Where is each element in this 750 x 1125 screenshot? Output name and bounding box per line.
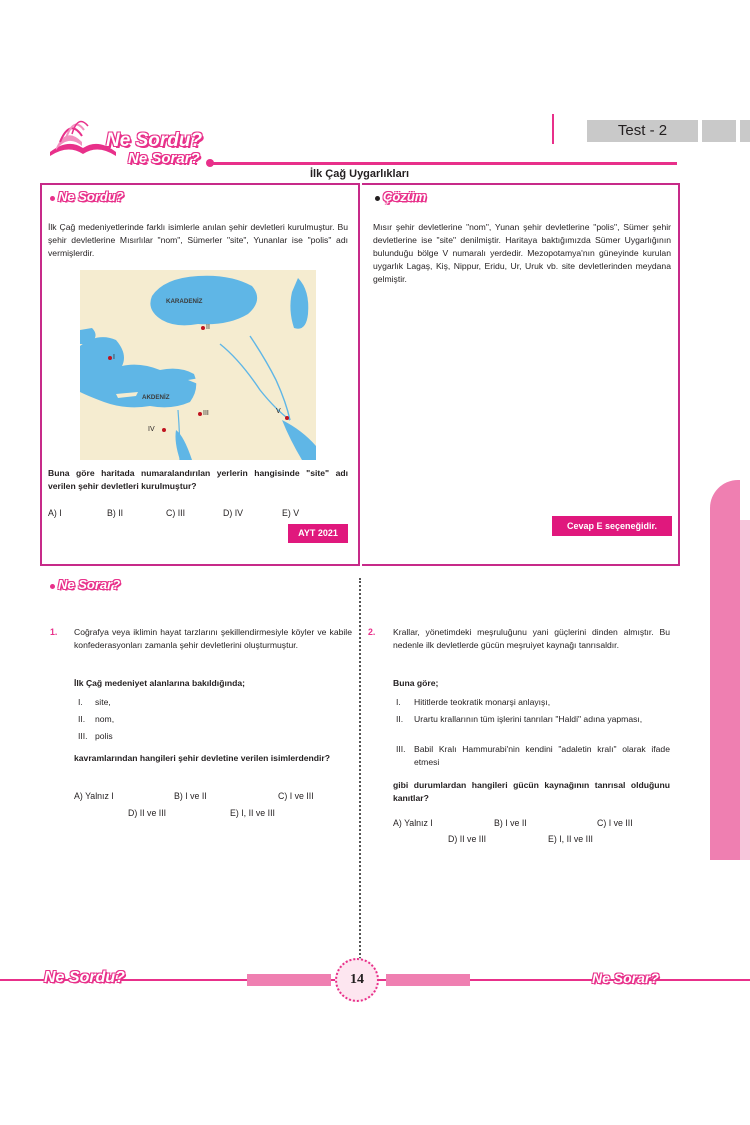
footer-logo-ne-sordu: Ne Sordu?: [44, 969, 125, 986]
section-title: İlk Çağ Uygarlıkları: [310, 168, 410, 180]
q1-option-e: E) I, II ve III: [230, 808, 275, 818]
q1-option-a: A) Yalnız I: [74, 791, 114, 801]
q2-option-d: D) II ve III: [448, 834, 487, 844]
cozum-label: Çözüm: [383, 189, 427, 204]
q2-option-c: C) I ve III: [597, 818, 633, 828]
ne-sorar-label: Ne Sorar?: [58, 577, 121, 592]
q1-option-c: C) I ve III: [278, 791, 314, 801]
question-2-prompt: gibi durumlardan hangileri gücün kaynağının tanrısal olduğunu kanıtlar?: [393, 780, 670, 803]
header-gray-block: [702, 120, 736, 142]
header-vertical-bar: [552, 114, 554, 144]
option-b: B) II: [107, 508, 124, 518]
column-divider: [359, 578, 361, 963]
ne-sordu-question: Buna göre haritada numaralandırılan yerlerin hangisinde "site" adı verilen şehir devletleri kurulmuştur?: [48, 468, 348, 491]
q2-item-2-num: II.: [396, 714, 404, 724]
option-d: D) IV: [223, 508, 244, 518]
test-label: Test - 2: [587, 120, 698, 142]
map-marker-ii: II: [206, 324, 210, 331]
q2-item-3-num: III.: [396, 744, 406, 754]
map-marker-i: I: [113, 354, 115, 361]
ne-sordu-bullet-icon: [50, 196, 55, 201]
answer-tag: Cevap E seçeneğidir.: [552, 516, 672, 536]
header-divider: [212, 162, 677, 165]
question-1-lead: İlk Çağ medeniyet alanlarına bakıldığında;: [74, 678, 245, 688]
footer-logo-ne-sorar: Ne Sorar?: [592, 970, 659, 986]
ancient-near-east-map: [80, 270, 316, 460]
side-tab: [710, 480, 740, 860]
q1-item-3-num: III.: [78, 731, 88, 741]
q2-option-a: A) Yalnız I: [393, 818, 433, 828]
question-1-stem: Coğrafya veya iklimin hayat tarzlarını şekillendirmesiyle köyler ve kabile konfederasyonları zamanla şehir devletlerini oluşturmuştur.: [74, 627, 352, 650]
question-2-number: 2.: [368, 627, 376, 637]
question-1-number: 1.: [50, 627, 58, 637]
option-a: A) I: [48, 508, 62, 518]
q2-option-b: B) I ve II: [494, 818, 527, 828]
map-marker-iv: IV: [148, 426, 155, 433]
map-label-akdeniz: AKDENİZ: [142, 394, 170, 401]
option-c: C) III: [166, 508, 186, 518]
cozum-bullet-icon: [375, 196, 380, 201]
q2-item-3-text: Babil Kralı Hammurabi'nin kendini "adaletin kralı" olarak ifade etmesi: [414, 744, 670, 767]
ne-sordu-label: Ne Sordu?: [58, 189, 124, 204]
q1-item-3-text: polis: [95, 731, 113, 741]
q2-item-1-text: Hititlerde teokratik monarşi anlayışı,: [414, 697, 551, 707]
page-number: 14: [335, 958, 379, 1002]
map-marker-v: V: [276, 408, 281, 415]
q1-item-1-text: site,: [95, 697, 111, 707]
question-1-prompt: kavramlarından hangileri şehir devletine verilen isimlerdendir?: [74, 753, 330, 763]
footer-bar-left: [247, 974, 331, 986]
website-text: www.dizgikitap.com: [687, 588, 703, 748]
q2-item-2-text: Urartu krallarının tüm işlerini tanrıları "Haldi" adına yapması,: [414, 714, 643, 724]
question-2-stem: Krallar, yönetimdeki meşruluğunu yani güçlerini dinden almıştır. Bu nedenle ilk devletlerde gücün meşruiyet kaynağı tanrısaldır.: [393, 627, 670, 650]
header-gray-block: [740, 120, 750, 142]
ne-sorar-bullet-icon: [50, 584, 55, 589]
logo-title-ne-sorar: Ne Sorar?: [128, 150, 200, 167]
q1-item-2-num: II.: [78, 714, 86, 724]
q1-option-d: D) II ve III: [128, 808, 167, 818]
question-2-lead: Buna göre;: [393, 678, 439, 688]
q1-item-2-text: nom,: [95, 714, 115, 724]
map-marker-iii: III: [203, 410, 209, 417]
source-tag: AYT 2021: [288, 524, 348, 543]
cozum-text: Mısır şehir devletlerine "nom", Yunan şehir devletlerine "polis", Sümer şehir devletlerine ise "site" denilmiştir. Haritaya baktığımızda Sümer Uygarlığının bulunduğu bölge V numaralı yerdedir. Mezopotamya'nın güneyinde kurulan uygarlık Lagaş, Kiş, Nippur, Eridu, Ur, Uruk vb. site devletlerinden meydana gelmiştir.: [373, 222, 671, 284]
q2-item-1-num: I.: [396, 697, 401, 707]
option-e: E) V: [282, 508, 300, 518]
side-tab-edge: [740, 520, 750, 860]
logo-title-ne-sordu: Ne Sordu?: [106, 130, 203, 151]
footer-bar-right: [386, 974, 470, 986]
q1-item-1-num: I.: [78, 697, 83, 707]
map-label-karadeniz: KARADENİZ: [166, 298, 203, 305]
q2-option-e: E) I, II ve III: [548, 834, 593, 844]
q1-option-b: B) I ve II: [174, 791, 207, 801]
ne-sordu-intro: İlk Çağ medeniyetlerinde farklı isimlerle anılan şehir devletleri kurulmuştur. Bu şehir devletlerine Mısırlılar "nom", Sümerler "site", Yunanlar ise "polis" adı vermişlerdir.: [48, 222, 348, 258]
